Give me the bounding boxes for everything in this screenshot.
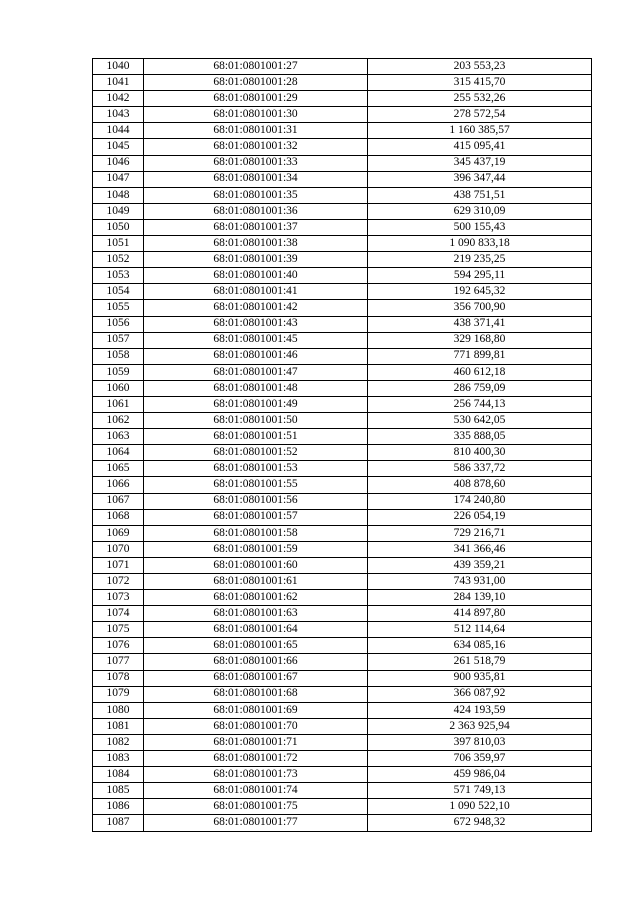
data-table [92,58,592,832]
value-cell: 366 087,92 [368,686,592,702]
cadastral-number-cell: 68:01:0801001:46 [144,348,368,364]
value-cell: 1 090 522,10 [368,799,592,815]
cadastral-number-cell: 68:01:0801001:40 [144,268,368,284]
row-number-cell: 1045 [93,139,144,155]
table-row [93,332,592,348]
row-number-cell: 1077 [93,654,144,670]
cadastral-number-cell: 68:01:0801001:56 [144,493,368,509]
cadastral-number-cell: 68:01:0801001:48 [144,380,368,396]
row-number-cell: 1079 [93,686,144,702]
table-row [93,348,592,364]
value-cell: 408 878,60 [368,477,592,493]
cadastral-number-cell: 68:01:0801001:35 [144,187,368,203]
cadastral-number-cell: 68:01:0801001:49 [144,396,368,412]
table-row [93,767,592,783]
table-row [93,380,592,396]
value-cell: 2 363 925,94 [368,718,592,734]
row-number-cell: 1044 [93,123,144,139]
row-number-cell: 1083 [93,751,144,767]
value-cell: 438 751,51 [368,187,592,203]
table-row [93,107,592,123]
table-row [93,590,592,606]
row-number-cell: 1076 [93,638,144,654]
row-number-cell: 1059 [93,364,144,380]
row-number-cell: 1058 [93,348,144,364]
value-cell: 900 935,81 [368,670,592,686]
cadastral-number-cell: 68:01:0801001:66 [144,654,368,670]
row-number-cell: 1074 [93,606,144,622]
row-number-cell: 1052 [93,252,144,268]
table-row [93,734,592,750]
row-number-cell: 1054 [93,284,144,300]
cadastral-number-cell: 68:01:0801001:74 [144,783,368,799]
row-number-cell: 1070 [93,541,144,557]
table-row [93,59,592,75]
table-row [93,284,592,300]
cadastral-number-cell: 68:01:0801001:38 [144,236,368,252]
table-row [93,815,592,831]
value-cell: 634 085,16 [368,638,592,654]
cadastral-number-cell: 68:01:0801001:71 [144,734,368,750]
table-row [93,429,592,445]
row-number-cell: 1072 [93,574,144,590]
table-row [93,252,592,268]
row-number-cell: 1057 [93,332,144,348]
value-cell: 396 347,44 [368,171,592,187]
value-cell: 356 700,90 [368,300,592,316]
table-row [93,783,592,799]
row-number-cell: 1053 [93,268,144,284]
value-cell: 810 400,30 [368,445,592,461]
value-cell: 286 759,09 [368,380,592,396]
table-row [93,187,592,203]
value-cell: 571 749,13 [368,783,592,799]
cadastral-number-cell: 68:01:0801001:57 [144,509,368,525]
value-cell: 415 095,41 [368,139,592,155]
cadastral-number-cell: 68:01:0801001:62 [144,590,368,606]
value-cell: 672 948,32 [368,815,592,831]
row-number-cell: 1048 [93,187,144,203]
table-row [93,638,592,654]
value-cell: 424 193,59 [368,702,592,718]
cadastral-number-cell: 68:01:0801001:58 [144,525,368,541]
table-row [93,445,592,461]
cadastral-number-cell: 68:01:0801001:42 [144,300,368,316]
table-row [93,171,592,187]
row-number-cell: 1042 [93,91,144,107]
cadastral-number-cell: 68:01:0801001:39 [144,252,368,268]
row-number-cell: 1043 [93,107,144,123]
row-number-cell: 1060 [93,380,144,396]
row-number-cell: 1067 [93,493,144,509]
row-number-cell: 1086 [93,799,144,815]
cadastral-number-cell: 68:01:0801001:55 [144,477,368,493]
row-number-cell: 1080 [93,702,144,718]
cadastral-number-cell: 68:01:0801001:27 [144,59,368,75]
value-cell: 341 366,46 [368,541,592,557]
value-cell: 329 168,80 [368,332,592,348]
value-cell: 729 216,71 [368,525,592,541]
cadastral-number-cell: 68:01:0801001:63 [144,606,368,622]
cadastral-number-cell: 68:01:0801001:75 [144,799,368,815]
row-number-cell: 1084 [93,767,144,783]
value-cell: 743 931,00 [368,574,592,590]
cadastral-number-cell: 68:01:0801001:73 [144,767,368,783]
cadastral-number-cell: 68:01:0801001:65 [144,638,368,654]
row-number-cell: 1073 [93,590,144,606]
cadastral-number-cell: 68:01:0801001:29 [144,91,368,107]
value-cell: 629 310,09 [368,203,592,219]
row-number-cell: 1041 [93,75,144,91]
table-row [93,219,592,235]
row-number-cell: 1050 [93,219,144,235]
table-row [93,461,592,477]
value-cell: 512 114,64 [368,622,592,638]
value-cell: 439 359,21 [368,557,592,573]
cadastral-number-cell: 68:01:0801001:43 [144,316,368,332]
value-cell: 438 371,41 [368,316,592,332]
cadastral-number-cell: 68:01:0801001:41 [144,284,368,300]
table-body [93,59,592,832]
value-cell: 261 518,79 [368,654,592,670]
value-cell: 192 645,32 [368,284,592,300]
table-row [93,525,592,541]
table-row [93,123,592,139]
row-number-cell: 1064 [93,445,144,461]
table-row [93,622,592,638]
value-cell: 315 415,70 [368,75,592,91]
value-cell: 256 744,13 [368,396,592,412]
table-row [93,155,592,171]
row-number-cell: 1040 [93,59,144,75]
row-number-cell: 1078 [93,670,144,686]
value-cell: 255 532,26 [368,91,592,107]
cadastral-number-cell: 68:01:0801001:53 [144,461,368,477]
row-number-cell: 1081 [93,718,144,734]
cadastral-number-cell: 68:01:0801001:37 [144,219,368,235]
value-cell: 706 359,97 [368,751,592,767]
table-row [93,654,592,670]
value-cell: 284 139,10 [368,590,592,606]
value-cell: 460 612,18 [368,364,592,380]
cadastral-number-cell: 68:01:0801001:34 [144,171,368,187]
row-number-cell: 1065 [93,461,144,477]
table-row [93,413,592,429]
cadastral-number-cell: 68:01:0801001:67 [144,670,368,686]
cadastral-number-cell: 68:01:0801001:68 [144,686,368,702]
value-cell: 771 899,81 [368,348,592,364]
table-row [93,670,592,686]
row-number-cell: 1068 [93,509,144,525]
cadastral-number-cell: 68:01:0801001:72 [144,751,368,767]
row-number-cell: 1069 [93,525,144,541]
cadastral-number-cell: 68:01:0801001:30 [144,107,368,123]
cadastral-number-cell: 68:01:0801001:61 [144,574,368,590]
row-number-cell: 1046 [93,155,144,171]
cadastral-number-cell: 68:01:0801001:69 [144,702,368,718]
table-row [93,493,592,509]
row-number-cell: 1049 [93,203,144,219]
table-row [93,300,592,316]
table-row [93,686,592,702]
value-cell: 414 897,80 [368,606,592,622]
value-cell: 174 240,80 [368,493,592,509]
row-number-cell: 1071 [93,557,144,573]
value-cell: 530 642,05 [368,413,592,429]
table-row [93,91,592,107]
row-number-cell: 1056 [93,316,144,332]
table-row [93,75,592,91]
cadastral-number-cell: 68:01:0801001:31 [144,123,368,139]
value-cell: 459 986,04 [368,767,592,783]
cadastral-number-cell: 68:01:0801001:70 [144,718,368,734]
table-row [93,477,592,493]
value-cell: 335 888,05 [368,429,592,445]
row-number-cell: 1082 [93,734,144,750]
row-number-cell: 1055 [93,300,144,316]
table-row [93,574,592,590]
row-number-cell: 1063 [93,429,144,445]
value-cell: 345 437,19 [368,155,592,171]
row-number-cell: 1051 [93,236,144,252]
cadastral-number-cell: 68:01:0801001:51 [144,429,368,445]
table-row [93,718,592,734]
cadastral-number-cell: 68:01:0801001:45 [144,332,368,348]
cadastral-number-cell: 68:01:0801001:36 [144,203,368,219]
cadastral-number-cell: 68:01:0801001:47 [144,364,368,380]
table-row [93,268,592,284]
table-row [93,139,592,155]
cadastral-number-cell: 68:01:0801001:64 [144,622,368,638]
table-row [93,541,592,557]
row-number-cell: 1066 [93,477,144,493]
value-cell: 203 553,23 [368,59,592,75]
cadastral-number-cell: 68:01:0801001:52 [144,445,368,461]
table-row [93,799,592,815]
table-row [93,606,592,622]
cadastral-number-cell: 68:01:0801001:59 [144,541,368,557]
cadastral-number-cell: 68:01:0801001:77 [144,815,368,831]
cadastral-number-cell: 68:01:0801001:33 [144,155,368,171]
value-cell: 397 810,03 [368,734,592,750]
row-number-cell: 1085 [93,783,144,799]
table-row [93,236,592,252]
cadastral-number-cell: 68:01:0801001:28 [144,75,368,91]
cadastral-number-cell: 68:01:0801001:60 [144,557,368,573]
value-cell: 594 295,11 [368,268,592,284]
table-row [93,751,592,767]
cadastral-number-cell: 68:01:0801001:32 [144,139,368,155]
value-cell: 1 090 833,18 [368,236,592,252]
value-cell: 500 155,43 [368,219,592,235]
value-cell: 586 337,72 [368,461,592,477]
value-cell: 219 235,25 [368,252,592,268]
table-row [93,203,592,219]
cadastral-number-cell: 68:01:0801001:50 [144,413,368,429]
table-row [93,509,592,525]
table-row [93,702,592,718]
row-number-cell: 1061 [93,396,144,412]
table-row [93,557,592,573]
row-number-cell: 1075 [93,622,144,638]
row-number-cell: 1062 [93,413,144,429]
row-number-cell: 1047 [93,171,144,187]
table-row [93,316,592,332]
row-number-cell: 1087 [93,815,144,831]
table-row [93,364,592,380]
value-cell: 1 160 385,57 [368,123,592,139]
value-cell: 226 054,19 [368,509,592,525]
table-row [93,396,592,412]
value-cell: 278 572,54 [368,107,592,123]
